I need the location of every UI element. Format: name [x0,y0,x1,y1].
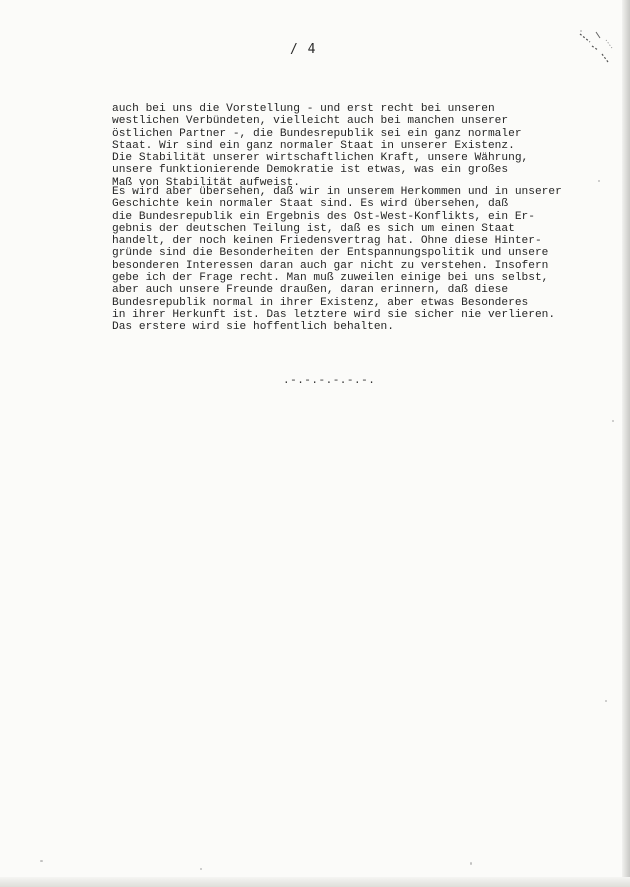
scan-speckle [612,420,614,422]
scan-speckle [200,868,202,870]
text-line: gebnis der deutschen Teilung ist, daß es sich um einen Staat [112,222,515,235]
text-line: Die Stabilität unserer wirtschaftlichen Kraft, unsere Währung, [112,152,529,165]
scan-edge-right [622,0,630,887]
text-line: auch bei uns die Vorstellung - und erst recht bei unseren [112,103,495,115]
paragraph-2 [112,186,582,334]
text-line: Bundesrepublik normal in ihrer Existenz, aber etwas Besonderes [112,296,529,309]
scan-artifact-icon [576,28,616,68]
text-line: gründe sind die Besonderheiten der Entspannungspolitik und unsere [112,247,549,260]
scan-speckle [40,860,43,862]
text-line: Staat. Wir sind ein ganz normaler Staat in unserer Existenz. [112,139,515,152]
text-line: in ihrer Herkunft ist. Das letztere wird sie sicher nie verlieren. [112,308,556,321]
scan-edge-bottom [0,877,630,887]
text-line: Das erstere wird sie hoffentlich behalten. [112,321,394,334]
text-line: aber auch unsere Freunde draußen, daran erinnern, daß diese [112,284,509,297]
text-line: besonderen Interessen daran auch gar nicht zu verstehen. Insofern [112,259,549,272]
text-line: westlichen Verbündeten, vielleicht auch bei manchen unserer [112,115,509,128]
text-line: gebe ich der Frage recht. Man muß zuweilen einige bei uns selbst, [112,272,549,285]
text-line: die Bundesrepublik ein Ergebnis des Ost-West-Konflikts, ein Er- [112,210,535,223]
text-line: handelt, der noch keinen Friedensvertrag hat. Ohne diese Hinter- [112,235,542,248]
text-line: unsere funktionierende Demokratie ist etwas, was ein großes [112,164,509,177]
scan-speckle [470,862,472,865]
page-number: / 4 [290,42,317,57]
text-line: östlichen Partner -, die Bundesrepublik sei ein ganz normaler [112,127,522,140]
text-line: Geschichte kein normaler Staat sind. Es wird übersehen, daß [112,198,509,211]
scan-speckle [580,30,582,32]
text-line: Es wird aber übersehen, daß wir in unserem Herkommen und in unserer [112,186,562,198]
text-line: Maß von Stabilität aufweist. [112,176,300,189]
section-end-mark: .-.-.-.-.-.-. [283,375,376,387]
paragraph-1 [112,103,582,189]
scan-speckle [598,180,600,182]
scan-speckle [605,700,607,702]
